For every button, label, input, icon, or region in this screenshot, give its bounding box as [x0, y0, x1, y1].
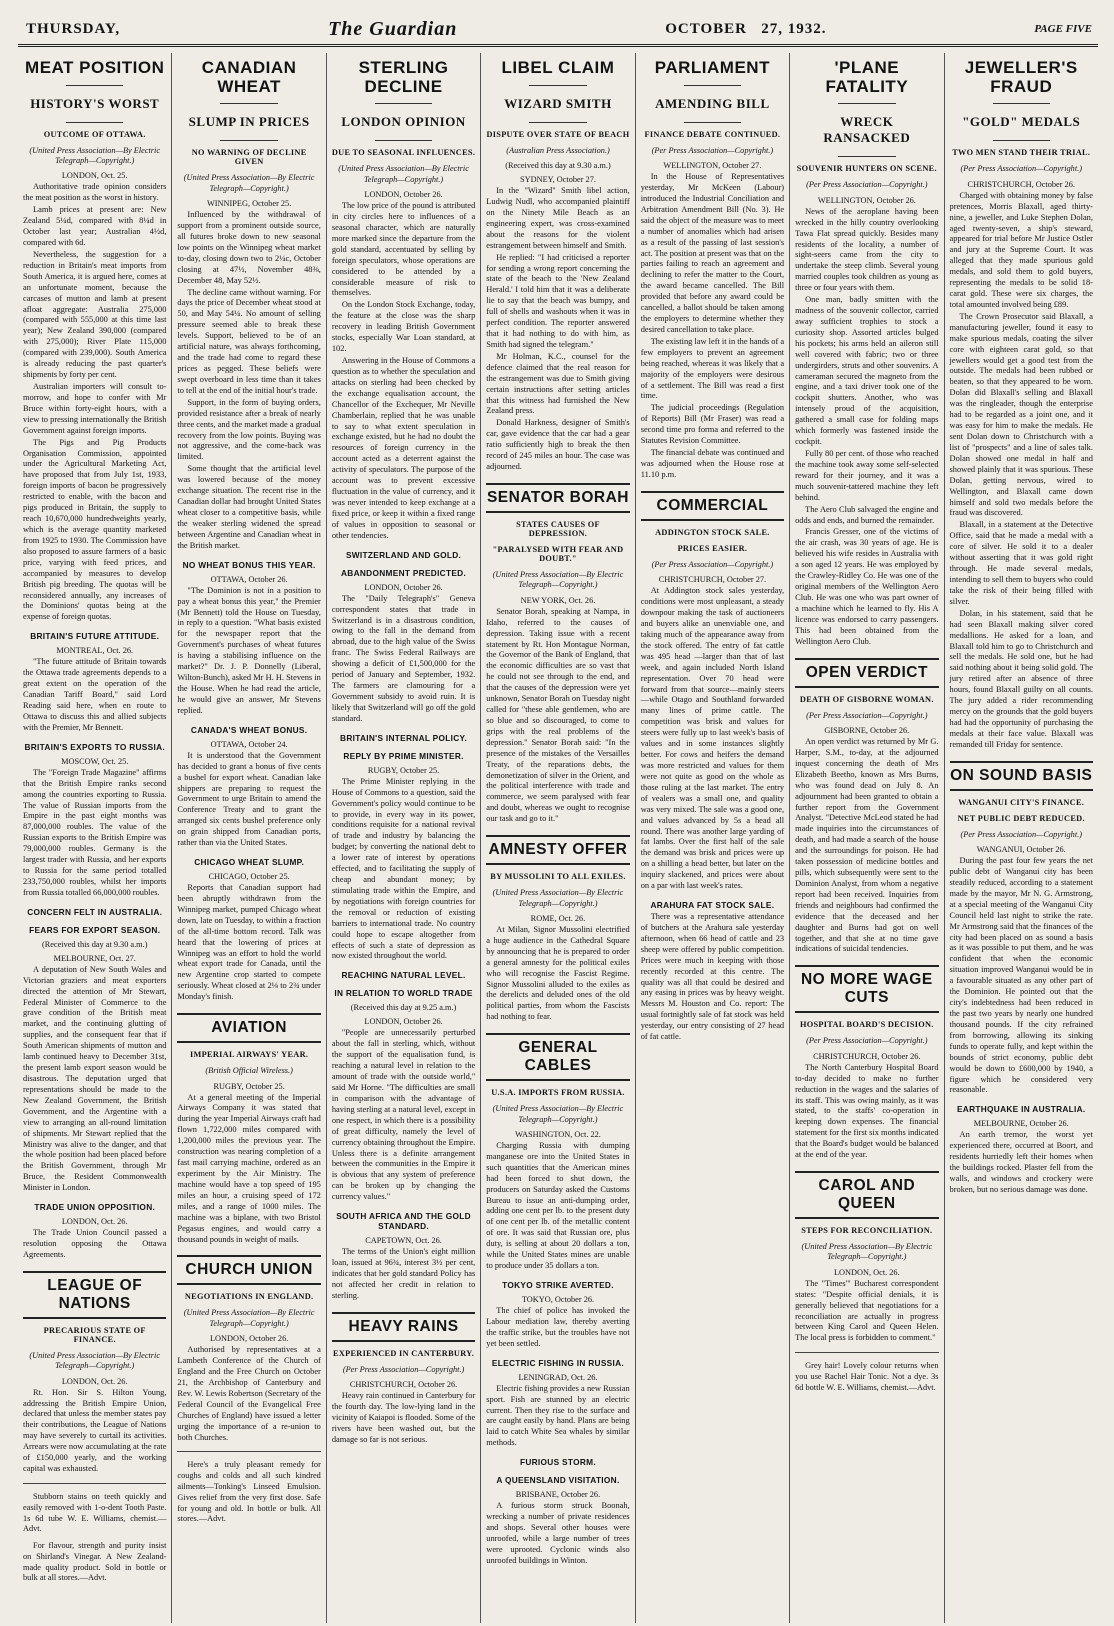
source-line: (Australian Press Association.): [506, 145, 610, 155]
paragraph: Nevertheless, the suggestion for a reduction in Britain's meat imports from South America, it is argued here, comes at an unfortunate moment, because the carcases of mutton and lamb at present afloat aggregate: Australia 275,000 (compared with 555,000 at this time last year); New Zealand 390,000 (compared with 275,000); River Plate 115,000 (compared with 239,000). South America is already reducing the past quarter's shipments by forty per cent.: [23, 249, 167, 380]
masthead-day-year: 27, 1932.: [761, 20, 827, 37]
dateline: MELBOURNE, Oct. 27.: [53, 953, 136, 963]
paragraph: The low price of the pound is attributed in city circles here to influences of a seasonal character, which are naturally more marked since the departure from the gold standard, accentuated by selling by foreign speculators, whose operations are considered to be attended by a considerable measure of risk to themselves.: [331, 201, 476, 298]
subhead: STATES CAUSES OF DEPRESSION.: [516, 520, 600, 539]
source-line: (United Press Association—By Electric Telegraph—Copyright.): [183, 173, 315, 193]
rule: [838, 103, 895, 104]
paragraph: The Aero Club salvaged the engine and odds and ends, and burned the remainder.: [795, 504, 939, 525]
headline-aviation: AVIATION: [177, 1013, 320, 1043]
divider: [23, 1483, 166, 1484]
headline-general-cables: GENERAL CABLES: [486, 1033, 629, 1081]
paragraph: Mr Holman, K.C., counsel for the defence claimed that the real reason for the estrangement was due to Smith giving certain instructions after setting articles that this witness had furnished the New Zealand press.: [486, 351, 630, 416]
column-meat-position: [18, 53, 171, 1623]
paragraph: The Trade Union Council passed a resolution opposing the Ottawa Agreements.: [23, 1228, 167, 1259]
paragraph: A deputation of New South Wales and Victorian graziers and meat exporters directed the attention of Mr Stewart, Federal Minister of Commerce to the grave condition of the British meat market, and the continuing glutting of supplies, and the consequent fear that if South American shipments of mutton and lamb continued heavy to December 31st, the present lamb export season would be disastrous. The deputation urged that representations should be made to the New Zealand Government, the British Government, and the Argentine with a view to arranging an all-round limitation of shipments. Mr Stewart replied that the Ministry was alive to the danger, and that the whole position had been placed before the British Government, through Mr Bruce, the Resident Commonwealth Minister in London.: [23, 964, 167, 1193]
masthead-day: THURSDAY,: [26, 20, 121, 37]
dateline: LONDON, October 26.: [209, 1334, 289, 1344]
section-title: TRADE UNION OPPOSITION.: [34, 1202, 156, 1213]
section-title: SOUTH AFRICA AND THE GOLD STANDARD.: [336, 1211, 471, 1232]
rule: [66, 122, 123, 123]
paragraph: Some thought that the artificial level was lowered because of the money exchange situation. The recent rise in the Canadian dollar had brought United States wheat closer to a competitive basis, while the weaker sterling widened the spread between Argentine and Canadian wheat in the British market.: [177, 464, 321, 550]
subhead: ADDINGTON STOCK SALE.: [655, 527, 770, 537]
rule: [220, 103, 277, 104]
paragraph: He replied: "I had criticised a reporter for sending a wrong report concerning the state of the beach to the 'New Zealand Herald.' I told him that it was a deliberate lie to say that the beach was bumpy, and full of shells and washouts when it was in perfect condition. The reporter answered that it had nothing to do with him, as Smith had signed the telegram.": [486, 252, 630, 349]
source-line: (Per Press Association—Copyright.): [806, 710, 928, 720]
paragraph: Francis Gresser, one of the victims of the air crash, was 30 years of age. He is believed his wife resides in Australia with a son aged 12 years. He was employed by the Crawley-Ridley Co. He was one of the original members of the Wellington Aero Club. He was one who was part owner of a machine which he learned to fly. His A licence was endorsed to carry passengers. This had been obtained from the Wellington Aero Club.: [795, 527, 939, 646]
column-jewellers-fraud: [944, 53, 1098, 1623]
source-line: (United Press Association—By Electric Telegraph—Copyright.): [801, 1242, 933, 1262]
paragraph: The "Daily Telegraph's" Geneva correspondent states that trade in Switzerland is in a disastrous condition, owing to the fall in the demand from abroad, due to the high value of the Swiss franc. The Swiss Federal Railways are showing a deficit of £1,500,000 for the period of January and September, 1932. The farmers are clamouring for a Government subsidy to avoid ruin. It is likely that Switzerland will go off the gold standard.: [331, 593, 476, 723]
paragraph: The Crown Prosecutor said Blaxall, a manufacturing jeweller, found it easy to make spurious medals, coating the silver core with eighteen carat gold, so that jewellers would get a good test from the outside. The medals had been rubbed or beaten, so that they appeared to be worn. Dolan did Blaxall's selling and Blaxall was the ringleader, though the enterprise had to be regarded as a joint one, and it was easy for him to make the medals. He sent Dolan down to Christchurch with a list of "prospects" and a line of sales talk. Dolan showed one medal in half and showed plainly that it was spurious. These Dolan, getting nervous, wired to Wellington, and Blaxall came down himself and sold two medals before the fraud was discovered.: [949, 311, 1093, 518]
source-line: (Per Press Association—Copyright.): [806, 180, 928, 190]
subhead: U.S.A. IMPORTS FROM RUSSIA.: [491, 1088, 625, 1098]
headline: STERLING DECLINE: [358, 58, 449, 96]
column-parliament: [635, 53, 789, 1623]
headline-league-of-nations: LEAGUE OF NATIONS: [23, 1271, 166, 1319]
paragraph: Blaxall, in a statement at the Detective Office, said that he made a medal with a core of silver. He sold it to a dealer without asserting that it was gold right through. He made several medals, intending to sell them to buyers who could take the risk of their being filled with silver.: [949, 520, 1093, 606]
dateline: CHRISTCHURCH, October 27.: [658, 575, 767, 585]
dateline: LONDON, Oct. 25.: [61, 171, 128, 181]
dateline: LONDON, October 26.: [364, 190, 443, 200]
deck: SLUMP IN PRICES: [188, 114, 310, 130]
paragraph: "The Dominion is not in a position to pay a wheat bonus this year," the Premier (Mr Bennett) told the House on Tuesday, in reply to a question. "What basis existed for the newspaper report that the Government's purchases of wheat futures is having a stabilising influence on the market?" Dr. J. P. Donnelly (Liberal, Wilton-Bunch), asked Mr H. H. Stevens in the House. When he had read the article, he would give an answer, Mr Stevens replied.: [177, 585, 321, 715]
paragraph: Australian importers will consult to-morrow, and hope to confer with Mr Bruce within forty-eight hours, with a view to pressing internationally the British Government against foreign imports.: [23, 382, 167, 435]
dateline: LONDON, Oct. 26.: [61, 1217, 128, 1227]
paragraph: The North Canterbury Hospital Board to-day decided to make no further reduction in the wages and the salaries of its staff. This was owing mainly, as it was stated, to the staffs' co-operation in keeping down expenses. The financial statement for the first six months indicated that the Board's budget would be balanced at the end of the year.: [795, 1062, 939, 1160]
subhead: SOUVENIR HUNTERS ON SCENE.: [796, 164, 937, 174]
paragraph: The existing law left it in the hands of a few employers to prevent an agreement being reached, whereas it was likely that a majority of the employers were desirous of a settlement. The Bill was read a first time.: [640, 336, 785, 401]
rule: [375, 140, 432, 141]
source-line: (Per Press Association—Copyright.): [806, 1036, 928, 1046]
paragraph: At Milan, Signor Mussolini electrified a huge audience in the Cathedral Square by announcing that he is prepared to order a general amnesty for the political exiles who will recognise the Fascist Regime. Signor Mussolini alluded to the exiles as the derelicts and deluded ones of the old political parties, from whom the Fascists had nothing to fear.: [486, 924, 630, 1022]
paragraph: The decline came without warning. For days the price of December wheat stood at 50, and May 54¼. No amount of selling pressure seemed able to break these levels. Support, believed to be of an artificial nature, was always forthcoming, and the trade had come to regard these prices as pegged. These beliefs were swept overboard in less time than it takes to tell at the end of the initial hour's trade.: [177, 287, 321, 395]
deck: HISTORY'S WORST: [30, 95, 160, 111]
headline-carol-and-queen: CAROL AND QUEEN: [795, 1171, 938, 1219]
section-subtitle: FEARS FOR EXPORT SEASON.: [29, 924, 161, 935]
section-title: REACHING NATURAL LEVEL.: [341, 970, 466, 981]
rule: [529, 122, 586, 123]
dateline: OTTAWA, October 26.: [210, 574, 288, 584]
paragraph: In the House of Representatives yesterday, Mr McKeen (Labour) introduced the Industrial Conciliation and Arbitration Amendment Bill (No. 3). He said the object of the measure was to meet a number of anomalies which had arisen as a result of the passing of last session's act. The position at present was that on the parties failing to reach an agreement and declining to refer the matter to the Court, the award became cancelled. The Bill provided that before any award could be cancelled, a ballot should be taken among the employers to determine whether they desired cancellation to take place.: [640, 172, 785, 334]
headline-on-sound-basis: ON SOUND BASIS: [950, 761, 1093, 791]
dateline: MELBOURNE, October 26.: [973, 1119, 1069, 1129]
section-title: ELECTRIC FISHING IN RUSSIA.: [491, 1357, 625, 1368]
paragraph: Charged with obtaining money by false pretences, Morris Blaxall, aged thirty-nine, a jeweller, and Luke Stephen Dolan, aged twenty-seven, a ship's steward, appeared for trial before Mr Justice Ostler and jury at the Supreme Court. It was alleged that they made spurious gold medals, and sold them to gold buyers, representing the medals to be solid 18-carat gold. These were six charges, the total amounted involved being £89.: [949, 190, 1093, 309]
subhead: PRICES EASIER.: [677, 543, 748, 553]
paragraph: Electric fishing provides a new Russian sport. Fish are stunned by an electric current. Then they rise to the surface and are caught easily by hand. Plans are being laid to catch White Sea whales by similar methods.: [486, 1383, 630, 1448]
deck: WRECK RANSACKED: [823, 114, 911, 146]
masthead-title: The Guardian: [328, 17, 458, 40]
paragraph: Fully 80 per cent. of those who reached the machine took away some self-selected reward for their journey, and it was a much souvenir-tattered machine they left behind.: [795, 449, 939, 502]
rule: [375, 103, 432, 104]
divider: [795, 1352, 938, 1353]
dateline: WINNIPEG, October 25.: [206, 199, 292, 209]
paragraph: The "Times'" Bucharest correspondent states: "Despite official denials, it is generally believed that negotiations for a reconciliation are actually in progress between King Carol and Queen Helen. The local press is forbidden to comment.": [795, 1278, 939, 1343]
section-title: TOKYO STRIKE AVERTED.: [502, 1279, 614, 1290]
paragraph: The Pigs and Pig Products Organisation Commission, appointed under the Agricultural Marketing Act, have proposed that from July 1st, 1933, foreign imports of bacon be progressively restricted to enable, with the bacon and pigs produced in Britain, the supply to reach 10,670,000 hundredweights yearly, which is the average quantity marketed from 1925 to 1930. The Commission have also proposed to assure farmers of a basic price, varying with feed prices, and accompanied by measures to develop British pig breeding. The quotas will be reconsidered annually, any increases of the Dominions' quotas being at the expense of foreign quotas.: [23, 437, 167, 622]
subhead: EXPERIENCED IN CANTERBURY.: [332, 1348, 475, 1358]
paragraph: An open verdict was returned by Mr G. Harper, S.M., to-day, at the adjourned inquest concerning the death of Mrs Elizabeth Beetho, known as Mrs Burns, who was found dead on July 8. An adjournment had been granted to obtain a further report from the Government Analyst. "Detective McLeod stated he had made inquiries into the circumstances of death, and had made a search of the house and the surroundings for poison. He had taken possession of medicine bottles and pills, which subsequently were sent to the Dominion Analyst, from whom a negative report had been received. Inquiries from friends and neighbours had confirmed the evidence that the deceased and her daughter and Burns had got on well together, and that she at no time gave indications of suicidal tendencies.: [795, 736, 939, 954]
headline-amnesty-offer: AMNESTY OFFER: [486, 835, 629, 865]
paragraph: At a general meeting of the Imperial Airways Company it was stated that during the year Imperial Airways craft had flown 1,722,000 miles compared with 1,200,000 miles the previous year. The construction was nearing completion of a fast mail carrying machine, ordered as an experiment by the Air Ministry. The machine would have a top speed of 195 miles an hour, a cruising speed of 172 miles, and a range of 1000 miles. The machine was a biplane, with two Bristol Pegasus engines, and would carry a thousand pounds in weight of mails.: [177, 1092, 321, 1244]
section-subtitle: IN RELATION TO WORLD TRADE: [334, 988, 473, 999]
advertisement: Stubborn stains on teeth quickly and easily removed with 1-o-dent Tooth Paste. 1s 6d tube W. E. Williams, chemist.—Advt.: [23, 1492, 167, 1534]
paragraph: Answering in the House of Commons a question as to whether the speculation and attacks on sterling had been checked by the exchange equalisation account, the Chancellor of the Exchequer, Mr Neville Chamberlain, replied that he was unable to say to what extent speculation in exchange existed, but he had no doubt the resources of foreign currency in the account acted as a deterrent against the activity of speculators. The purpose of the account was to prevent excessive fluctuation in the value of currency, and it was never intended to keep exchange at a fixed price, or keep it within a fixed range of values in opposition to seasonal or other tendencies.: [331, 356, 476, 540]
headline-church-union: CHURCH UNION: [177, 1255, 320, 1285]
dateline: SYDNEY, October 27.: [520, 175, 596, 185]
advertisement: For flavour, strength and purity insist on Shirland's Vinegar. A New Zealand-made quality product. Sold in bottle or bulk at all stores.—Advt.: [23, 1541, 167, 1583]
paragraph: Support, in the form of buying orders, provided resistance after a break of nearly three cents, and the market made a gradual recovery from the low points. Buying was not aggressive, and the come-back was limited.: [177, 397, 321, 462]
subhead: OUTCOME OF OTTAWA.: [43, 129, 146, 139]
headline-heavy-rains: HEAVY RAINS: [332, 1312, 475, 1342]
rule: [66, 85, 123, 86]
received-line: (Received this day at 9.30 a.m.): [41, 939, 148, 949]
paragraph: Influenced by the withdrawal of support from a prominent outside source, all futures broke down to new seasonal low points on the Winnipeg wheat market to-day, closing down two to 2¼c, October closing at 47½, November 48⅜, December 48, May 52½.: [177, 210, 321, 285]
section-title: SWITZERLAND AND GOLD.: [345, 549, 462, 560]
headline: PARLIAMENT: [654, 58, 770, 77]
section-title: BRITAIN'S FUTURE ATTITUDE.: [30, 631, 160, 642]
subhead: HOSPITAL BOARD'S DECISION.: [799, 1020, 934, 1030]
source-line: (United Press Association—By Electric Telegraph—Copyright.): [29, 1350, 161, 1371]
paragraph: Heavy rain continued in Canterbury for the fourth day. The low-lying land in the vicinity of Kaiapoi is flooded. Some of the rivers have been washed out, but the damage so far is not serious.: [331, 1391, 476, 1444]
rule: [684, 85, 741, 86]
masthead: [18, 18, 1098, 47]
section-title: CONCERN FELT IN AUSTRALIA.: [27, 906, 163, 917]
paragraph: One man, badly smitten with the madness of the souvenir collector, carried away sufficient trophies to stock a curiosity shop. Assorted articles bulged his pockets; his arms held an aileron still well covered with fabric; two or three undergirders, struts and other souvenirs. A cameraman secured the magneto from the engine, and a taxi driver took one of the cockpit shutters. Another, who was intensely proud of the acquisition, gathered a small case for folding maps which formerly was fastened inside the cockpit.: [795, 295, 939, 447]
source-line: (Per Press Association—Copyright.): [651, 559, 774, 569]
paragraph: During the past four few years the net public debt of Wanganui city has been steadily reduced, according to a statement made by the mayor, Mr N. G. Armstrong, at a special meeting of the Wanganui City Council held last night to strike the rate. Mr Armstrong said that the finances of the city had been placed on as sound a basis as it was possible to put them, and he was confident that when the economic situation improved Wanganui would be in a favourable situated as any other part of the Dominion. He pointed out that the city's indebtedness had been reduced in the past two years by nearly one hundred thousand pounds. If the city refrained from borrowing, allowing its sinking funds to operate fully, and kept within the bounds of strict economy, public debt would be down to £600,000 by 1940, a figure which he considered very reasonable.: [949, 856, 1093, 1095]
dateline: WANGANUI, October 26.: [976, 845, 1066, 855]
dateline: CHRISTCHURCH, October 26.: [813, 1051, 921, 1061]
deck: "GOLD" MEDALS: [962, 114, 1081, 130]
subhead: TWO MEN STAND THEIR TRIAL.: [952, 148, 1091, 158]
dateline: WASHINGTON, Oct. 22.: [515, 1129, 601, 1139]
page-number: PAGE FIVE: [1034, 23, 1092, 35]
column-plane-fatality: [789, 53, 943, 1623]
received-line: (Received this day at 9.25 a.m.): [350, 1003, 457, 1013]
dateline: WELLINGTON, October 27.: [663, 161, 762, 171]
headline: MEAT POSITION: [25, 58, 165, 77]
subhead: IMPERIAL AIRWAYS' YEAR.: [190, 1050, 309, 1060]
rule: [993, 140, 1050, 141]
section-subtitle: REPLY BY PRIME MINISTER.: [343, 750, 464, 761]
source-line: (United Press Association—By Electric Telegraph—Copyright.): [492, 1104, 624, 1124]
section-subtitle: ABANDONMENT PREDICTED.: [341, 567, 467, 578]
section-subtitle: A QUEENSLAND VISITATION.: [496, 1475, 620, 1486]
source-line: (Per Press Association—Copyright.): [960, 164, 1082, 174]
dateline: CHICAGO, October 25.: [208, 872, 290, 882]
source-line: (British Official Wireless.): [205, 1066, 293, 1076]
paragraph: On the London Stock Exchange, today, the feature at the close was the sharp recovery in leading British Government stocks, especially War Loan standard, at 102.: [331, 300, 476, 354]
headline-no-more-wage-cuts: NO MORE WAGE CUTS: [795, 965, 938, 1013]
dateline: BRISBANE, October 26.: [515, 1490, 601, 1500]
dateline: TOKYO, October 26.: [521, 1294, 595, 1304]
dateline: MOSCOW, Oct. 25.: [61, 756, 129, 766]
section-title: CANADA'S WHEAT BONUS.: [190, 724, 308, 735]
paragraph: The Prime Minister replying in the House of Commons to a question, said the Government's policy would continue to be to provide, in every way in its power, conditions requisite for a national revival of trade and industry by balancing the budget; by converting the national debt to a lower rate of interest by operations effected, and to facilitating the supply of cheap and abundant money; by stimulating trade within the Empire, and by negotiations with foreign countries for the removal or reduction of existing barriers to international trade. No country could hope to escape altogether from effects of such a state of depression as now existed throughout the world.: [331, 776, 476, 961]
dateline: LONDON, Oct. 26.: [61, 1376, 128, 1386]
dateline: WELLINGTON, October 26.: [817, 195, 916, 205]
source-line: (United Press Association—By Electric Telegraph—Copyright.): [492, 888, 624, 908]
source-line: (United Press Association—By Electric Telegraph—Copyright.): [29, 145, 161, 166]
source-line: (Per Press Association—Copyright.): [651, 145, 774, 155]
dateline: ROME, Oct. 26.: [530, 913, 586, 923]
dateline: CHRISTCHURCH, October 26.: [967, 179, 1075, 189]
subhead: DISPUTE OVER STATE OF BEACH: [486, 129, 630, 139]
dateline: OTTAWA, October 24.: [210, 739, 288, 749]
paragraph: Rt. Hon. Sir S. Hilton Young, addressing the British Empire Union, declared that unless the member states pay their contributions, the League of Nations may have severely to curtail its activities. Arrears were now accumulating at the rate of £150,000 yearly, and the working capital was exhausted.: [23, 1387, 167, 1474]
headline-open-verdict: OPEN VERDICT: [795, 658, 938, 688]
headline: LIBEL CLAIM: [501, 58, 615, 77]
paragraph: The "Foreign Trade Magazine" affirms that the British Empire ranks second among the countries exporting to Russia. The value of Russian imports from the Empire in the past eight months was 87,000,000 roubles. The value of the Russian exports to the British Empire was 79,000,000 roubles. Germany is the largest trader with Russia, and her exports to Russia for the same period totalled 233,750,000 roubles, whilst her imports from Russia totalled 66,000,000 roubles.: [23, 767, 167, 897]
section-title: FURIOUS STORM.: [519, 1457, 596, 1468]
source-line: (United Press Association—By Electric Telegraph—Copyright.): [338, 164, 469, 184]
dateline: CHRISTCHURCH, October 26.: [349, 1380, 458, 1390]
subhead: NO WARNING OF DECLINE GIVEN: [191, 148, 307, 167]
advertisement: Grey hair! Lovely colour returns when you use Rachel Hair Tonic. Not a dye. 3s 6d bottle W. E. Williams, chemist.—Advt.: [795, 1361, 939, 1392]
paragraph: Charging Russia with dumping manganese ore into the United States in such quantities that the American mines had been forced to shut down, the producers on Saturday asked the Customs Bureau to issue an anti-dumping order, adding one cent per lb. to the present duty of one cent per lb. of the metallic content of ore. It was said that Russian ore, plus duty, is selling at about 20 dollars a ton, while the United States mines are unable to produce under 35 dollars a ton.: [486, 1140, 630, 1271]
paragraph: An earth tremor, the worst yet experienced there, occurred at Boort, and residents hurriedly left their homes when the buildings rocked. Plaster fell from the walls, and windows and crockery were broken, but no serious damage was done.: [949, 1130, 1093, 1194]
column-canadian-wheat: [171, 53, 325, 1623]
headline: JEWELLER'S FRAUD: [964, 58, 1078, 96]
paragraph: Reports that Canadian support had been abruptly withdrawn from the Winnipeg market, pumped Chicago wheat down, late on Tuesday, to within a fraction of the all-time bottom record. Talk was heard that the lowering of prices at Winnipeg was an effort to hold the world wheat export trade for Canada, until the new Argentine crop started to compete seriously. Wheat closed at 2⅛ to 2¾ under Monday's finish.: [177, 883, 321, 1002]
advertisement: Here's a truly pleasant remedy for coughs and colds and all such kindred ailments—Tonking's Linseed Emulsion. Gives relief from the very first dose. Safe for young and old. In bottle or bulk. All stores.—Advt.: [177, 1460, 321, 1524]
deck: AMENDING BILL: [655, 95, 770, 111]
headline-senator-borah: SENATOR BORAH: [486, 483, 629, 513]
source-line: (Per Press Association—Copyright.): [342, 1364, 465, 1374]
paragraph: There was a representative attendance of butchers at the Arahura sale yesterday afternoon, when 66 head of cattle and 23 sheep were offered by public competition. Prices were much in keeping with those recently recorded at this centre. The quality was all that could be desired and any easing in prices was by heavy weight. Messrs M. Houston and Co. report: The usual fortnightly sale of fat stock was held yesterday, our entry consisting of 27 head of fat cattle.: [640, 912, 785, 1042]
paragraph: Lamb prices at present are: New Zealand 5¼d, compared with 8¼d in October last year; Australian 4½d, compared with 6d.: [23, 205, 167, 248]
dateline: LONDON, Oct. 26.: [833, 1267, 900, 1277]
source-line: (Per Press Association—Copyright.): [960, 829, 1082, 839]
masthead-month: OCTOBER: [665, 20, 747, 37]
rule: [220, 140, 277, 141]
paragraph: The judicial proceedings (Regulation of Reports) Bill (Mr Fraser) was read a second time pro forma and referred to the Statutes Revision Committee.: [640, 403, 785, 446]
section-title: NO WHEAT BONUS THIS YEAR.: [182, 559, 316, 570]
headline-commercial: COMMERCIAL: [641, 491, 784, 521]
dateline: RUGBY, October 25.: [213, 1081, 285, 1091]
paragraph: Authoritative trade opinion considers the meat position as the worst in history.: [23, 182, 167, 203]
subhead: "PARALYSED WITH FEAR AND DOUBT.": [492, 545, 624, 564]
paragraph: "The future attitude of Britain towards the Ottawa trade agreements depends to a great extent on the operation of the Canadian Tariff Board," said Lord Reading said here, when en route to Ottawa to discuss this and allied subjects with the Premier, Mr Bennett.: [23, 657, 167, 732]
rule: [838, 156, 895, 157]
paragraph: Donald Harkness, designer of Smith's car, gave evidence that the car had a gear ratio sufficiently high to break the then record of 245 miles an hour. The case was adjourned.: [486, 418, 630, 472]
masthead-date: [665, 21, 826, 38]
subhead: PRECARIOUS STATE OF FINANCE.: [43, 1325, 146, 1344]
paragraph: "People are unnecessarily perturbed about the fall in sterling, which, without the support of the equalisation fund, is reaching a natural level in relation to the amount of trade with the outside world," said Mr Horne. "The difficulties are small in comparison with the advantage of having sterling at a natural level, except in one respect, in which there is a possibility of great difficulty, namely the level of currency obtaining throughout the Empire. Unless there is a definite arrangement between the communities in the Empire it is obvious that any system of preference can be broken up by changing the currency values.": [331, 1028, 476, 1202]
paragraph: In the "Wizard" Smith libel action, Ludwig Nudl, who accompanied plaintiff on the Ninety Mile Beach as an engineering expert, was cross-examined about the reasons for the violent estrangement between himself and Smith.: [486, 186, 630, 250]
deck: LONDON OPINION: [341, 114, 466, 130]
subhead: BY MUSSOLINI TO ALL EXILES.: [490, 872, 626, 882]
paragraph: Dolan, in his statement, said that he had seen Blaxall making silver cored medallions. He asked for a loan, and Blaxall told him to go to Christchurch and sell the medals. He sold one, but he had said nothing about it being solid gold. The jury retired after an absence of three hours, found Blaxall guilty on all counts. The jury added a rider recommending mercy on the grounds that the gold buyers had had the opportunity of purchasing the medals at their face value. Blaxall was remanded till Friday for sentence.: [949, 608, 1093, 749]
subhead: DUE TO SEASONAL INFLUENCES.: [331, 148, 476, 158]
section-title: BRITAIN'S INTERNAL POLICY.: [340, 732, 468, 743]
dateline: MONTREAL, Oct. 26.: [56, 646, 134, 656]
paragraph: At Addington stock sales yesterday, conditions were most unpleasant, a steady downpour making the task of auctioneers and buyers alike an unenviable one, and taking much of the appearance away from the stock offered. The entry of fat cattle was 495 head —larger than that of last week, and again included North Island representation. Over 70 head were forward from that source—mainly steers —while Otago and Southland forwarded many lines of prime cattle. The competition was brisk and values for steers were fully up to last week's basis of values and in some instances slightly better. For cows and heifers the demand was more restricted and values for them were not quite as good on the whole as those ruling at the last market. The entry of vealers was a small one, and quality was very mixed. The sale was a good one, and values advanced by 5s a head all round. There was another large yarding of fat lambs. Over the first half of the sale the demand was brisk and prices were up on a shilling a head better, but later on the inquiry slackened, and prices were about on a par with last week's rates.: [640, 586, 785, 891]
rule: [529, 85, 586, 86]
dateline: GISBORNE, October 26.: [824, 725, 910, 735]
paragraph: The chief of police has invoked the Labour mediation law, thereby averting the traffic strike, but the troubles have not yet been settled.: [486, 1305, 630, 1348]
dateline: LENINGRAD, Oct. 26.: [518, 1372, 598, 1382]
rule: [684, 122, 741, 123]
section-title: EARTHQUAKE IN AUSTRALIA.: [956, 1104, 1086, 1115]
source-line: (United Press Association—By Electric Telegraph—Copyright.): [183, 1308, 315, 1328]
columns: [18, 53, 1098, 1623]
dateline: CAPETOWN, Oct. 26.: [365, 1236, 442, 1246]
paragraph: The terms of the Union's eight million loan, issued at 96¾, interest 3½ per cent, indicates that her gold standard Policy has not affected her credit in relation to sterling.: [331, 1247, 476, 1300]
subhead: STEPS FOR RECONCILIATION.: [801, 1226, 933, 1236]
column-sterling-decline: [326, 53, 480, 1623]
headline: CANADIAN WHEAT: [201, 58, 297, 96]
dateline: RUGBY, October 25.: [367, 765, 440, 775]
dateline: NEW YORK, Oct. 26.: [520, 595, 596, 605]
subhead: DEATH OF GISBORNE WOMAN.: [799, 694, 934, 704]
paragraph: A furious storm struck Boonah, wrecking a number of private residences and shops. Several other houses were unroofed, while a large number of trees were uprooted. Cyclonic winds also unroofed buildings in Winton.: [486, 1501, 630, 1565]
dateline: LONDON, October 26.: [364, 1017, 443, 1027]
divider: [177, 1451, 320, 1452]
received-line: (Received this day at 9.30 a.m.): [505, 161, 611, 171]
section-title: CHICAGO WHEAT SLUMP.: [194, 857, 305, 868]
paragraph: The financial debate was continued and was adjourned when the House rose at 11.10 p.m.: [640, 448, 785, 479]
subhead: FINANCE DEBATE CONTINUED.: [644, 129, 781, 139]
deck: WIZARD SMITH: [504, 95, 612, 111]
subhead: WANGANUI CITY'S FINANCE.: [958, 797, 1085, 807]
subhead: NET PUBLIC DEBT REDUCED.: [957, 813, 1085, 823]
dateline: LONDON, October 26.: [364, 582, 443, 592]
paragraph: Authorised by representatives at a Lambeth Conference of the Church of England and the Free Church on October 21, the Archbishop of Canterbury and Rev. W. Lewis Robertson (Secretary of the Federal Council of the Evangelical Free Churches of England) have issued a letter urging the importance of a re-union to both Churches.: [177, 1345, 321, 1442]
headline: 'PLANE FATALITY: [825, 58, 909, 96]
section-title: BRITAIN'S EXPORTS TO RUSSIA.: [24, 741, 165, 752]
subhead: NEGOTIATIONS IN ENGLAND.: [184, 1292, 314, 1302]
source-line: (United Press Association—By Electric Telegraph—Copyright.): [492, 570, 624, 590]
paragraph: It is understood that the Government has decided to grant a bonus of five cents a bushel for export wheat. Canadian lake shippers are preparing to request the Government to urge Britain to amend the Conference Treaty and to grant the arranged six cents bushel preference only on grain shipped from Canadian ports, rather than via the United States.: [177, 750, 321, 848]
paragraph: News of the aeroplane having been wrecked in the hilly country overlooking Tawa Flat spread quickly. Besides many residents of the locality, a number of sight-seers came from the city to undertake the steep climb. Several young married couples took children as young as three or four years with them.: [795, 206, 939, 293]
column-libel-claim: [480, 53, 634, 1623]
paragraph: Senator Borah, speaking at Nampa, in Idaho, referred to the causes of depression. Taking issue with a recent statement by Rt. Hon Montague Norman, the Governor of the Bank of England, that the economic difficulties are so vast that he could not see through to the end, and that the causes of the depression were yet unknown, Senator Borah on Tuesday night called for "these able gentlemen, who are so blue and so discouraged, to come to grips with the real problems of the depression." Senator Borah said: "In the presence of the mistakes of the Versailles Treaty, of the reparations debts, the demonetization of silver in the Orient, and the political interference with trade and commerce, we seem paralysed with fear and doubt, whereas we ought to recognise our task and go to it.": [486, 606, 630, 824]
section-title: ARAHURA FAT STOCK SALE.: [650, 900, 775, 911]
rule: [993, 103, 1050, 104]
